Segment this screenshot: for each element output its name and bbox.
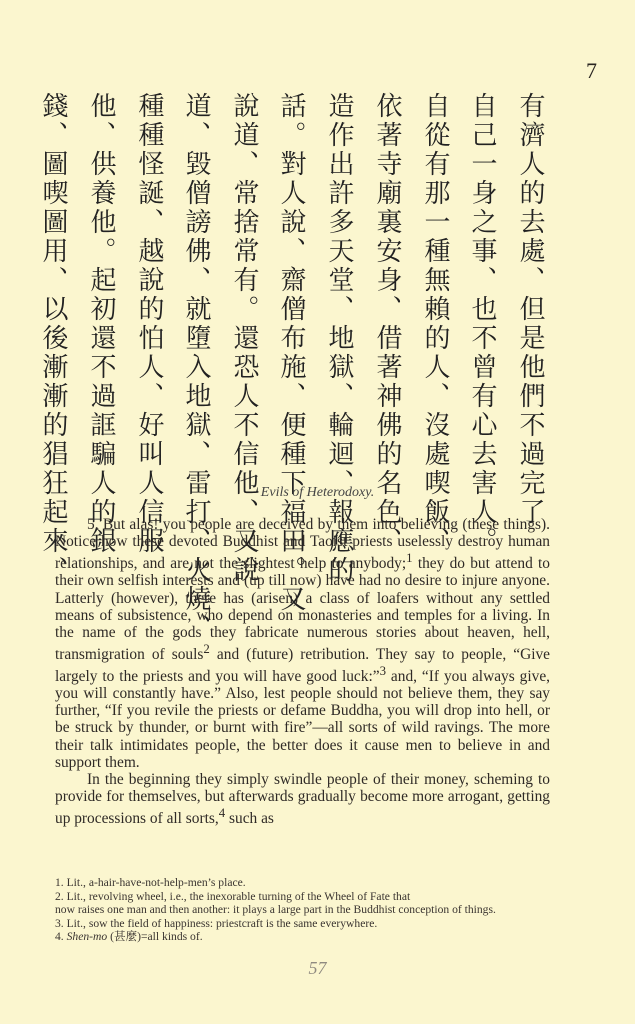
chinese-column: 錢、圖喫圖用、以後漸漸的猖狂起來、 [38,92,68,585]
chinese-column: 道、毀僧謗佛、就墮入地獄、雷打、火燒、 [181,92,211,643]
text: they do but attend to their own selfish interests and (up till now) have had no desire to injure anyone. Latterly (however), there has (arisen) a class of loafers without any settled means of subsistence, who depend on monasteries and temples for a living. In the name of the gods they fabricate numerous stories about heaven, hell, transmigration of souls [55,555,551,663]
footnote-ref: 3 [379,664,386,678]
text: and (future) retribution. They say to people, “Give largely to the priests and you will have good luck:” [55,645,550,686]
paragraph [55,771,550,827]
footnote: 2. Lit., revolving wheel, i.e., the inexorable turning of the Wheel of Fate that [55,889,411,903]
text: and, “If you always give, you will constantly have.” Also, lest people should not believe them, they say further, “If you revile the priests or defame Buddha, you will drop into hell, or be struck by thunder, or burnt with fire”—all sorts of wild ravings. The more their talk intimidates people, the better does it cause men to believe in and support them. [55,668,551,771]
term: Shen-mo [66,930,108,944]
chinese-column: 造作出許多天堂、地獄、輪迴、報應的 [324,92,354,585]
chinese-column: 自從有那一種無賴的人、沒處喫飯、 [420,92,450,556]
folio: 57 [308,958,327,978]
text: 5. But alas! you people are deceived by them into believing (these things). Notice how these devoted Buddhist and Taoist priests uselessly destroy human relationships, and are not the slightest help to anybody; [55,516,550,573]
footnote: 1. Lit., a-hair-have-not-help-men’s place. [55,876,246,889]
footnote-ref: 4 [218,805,226,820]
text: =all kinds of. [141,930,203,944]
footnote-continuation: now raises one man and then another: it plays a large part in the Buddhist conception of things. [55,903,496,917]
chinese-column: 有濟人的去處、但是他們不過完了 [515,92,545,527]
text: 4. [55,930,67,944]
footnote: 3. Lit., sow the field of happiness: priestcraft is the same everywhere. [55,916,378,930]
chinese-column: 他、供養他。起初還不過誆騙人的銀 [86,92,116,556]
chinese-column: 自己一身之事、也不曾有心去害人。 [467,92,497,556]
chinese-column: 話。對人說、齋僧布施、便種下福田。又 [276,92,306,614]
text: In the beginning they simply swindle people of their money, scheming to provide for themselves, but afterwards gradually become more arrogant, getting up processions of all sorts, [55,770,550,827]
text: such as [225,810,274,827]
paragraph [55,516,550,771]
chinese-term: (甚麼) [110,930,141,944]
footnote [55,930,550,944]
chinese-column: 依著寺廟裏安身、借著神佛的名色、 [372,92,402,556]
page-number: 7 [586,58,597,83]
chinese-column: 種種怪誕、越說的怕人、好叫人信服 [134,92,164,556]
chinese-column: 說道、常捨常有。還恐人不信他、又說 [229,92,259,585]
translation-body [55,516,550,827]
footnote-ref: 1 [406,551,413,566]
section-title: Evils of Heterodoxy. [260,485,375,500]
footnotes [55,876,550,944]
footnote-ref: 2 [203,641,210,656]
